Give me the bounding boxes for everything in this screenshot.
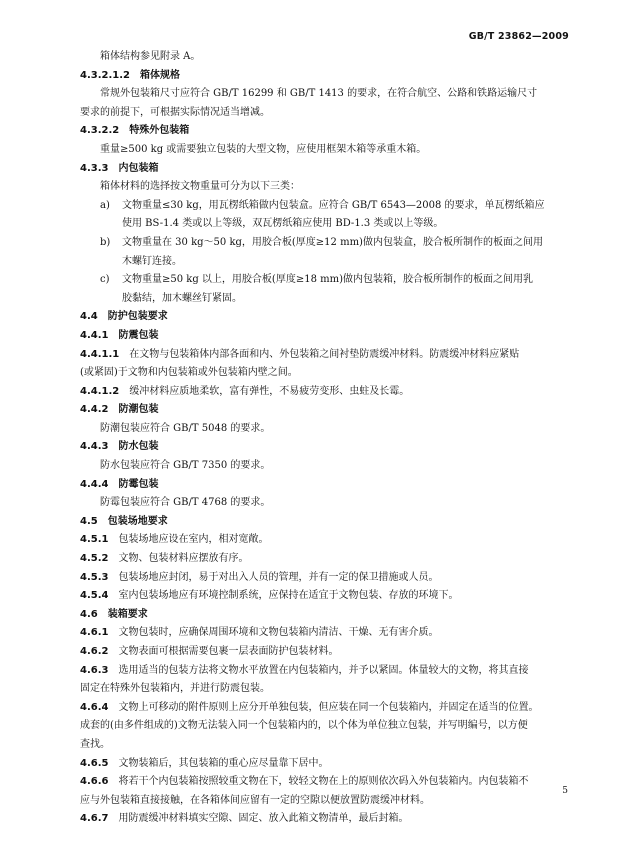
paragraph-continuation: 查找。 (80, 738, 110, 750)
paragraph-number: 4.5.3 (80, 571, 109, 583)
numbered-paragraph-4-6-1 (80, 624, 580, 643)
numbered-paragraph-4-6-6 (80, 773, 580, 792)
paragraph: 防潮包装应符合 GB/T 5048 的要求。 (100, 422, 271, 434)
section-title: 内包装箱 (118, 162, 159, 174)
paragraph: 箱体材料的选择按文物重量可分为以下三类： (100, 181, 300, 193)
paragraph-text: 选用适当的包装方法将文物水平放置在内包装箱内，并予以紧固。体量较大的文物，将其直接 (118, 664, 529, 676)
list-text: 文物重量在 30 kg～50 kg，用胶合板(厚度≥12 mm)做内包装盒，胶合板所制作的板面之间用 (122, 236, 543, 248)
list-item-b (80, 234, 580, 253)
list-item-c (80, 271, 580, 290)
paragraph: 防霉包装应符合 GB/T 4768 的要求。 (100, 497, 271, 509)
section-number: 4.3.3 (80, 162, 109, 174)
document-body (80, 48, 580, 829)
section-title: 装箱要求 (107, 608, 148, 620)
section-title: 防震包装 (118, 329, 159, 341)
paragraph-number: 4.4.1.2 (80, 385, 120, 397)
paragraph-continuation: 应与外包装箱直接接触，在各箱体间应留有一定的空隙以便放置防震缓冲材料。 (80, 794, 430, 806)
section-heading-4-4-2 (80, 401, 580, 420)
paragraph-text: 包装场地应设在室内，相对宽敞。 (118, 534, 269, 546)
paragraph-text: 将若干个内包装箱按照较重文物在下，较轻文物在上的原则依次码入外包装箱内。内包装箱不 (118, 776, 529, 788)
paragraph-number: 4.4.1.1 (80, 348, 120, 360)
numbered-paragraph-4-6-5 (80, 755, 580, 774)
paragraph-number: 4.5.2 (80, 553, 109, 565)
paragraph-text: 在文物与包装箱体内部各面和内、外包装箱之间衬垫防震缓冲材料。防震缓冲材料应紧贴 (129, 348, 520, 360)
paragraph-text: 用防震缓冲材料填实空隙、固定、放入此箱文物清单，最后封箱。 (118, 813, 409, 825)
paragraph-text: 文物装箱后，其包装箱的重心应尽量靠下居中。 (118, 757, 329, 769)
paragraph-number: 4.6.7 (80, 813, 109, 825)
section-number: 4.4 (80, 311, 98, 323)
paragraph: 箱体结构参见附录 A。 (100, 51, 201, 62)
paragraph-continuation: (或紧固)于文物和内包装箱或外包装箱内壁之间。 (80, 367, 298, 379)
section-heading-4-4-4 (80, 476, 580, 495)
paragraph-number: 4.6.5 (80, 757, 109, 769)
paragraph: 防水包装应符合 GB/T 7350 的要求。 (100, 460, 271, 472)
section-title: 防霉包装 (118, 478, 159, 490)
section-heading-4-3-2-2 (80, 122, 580, 141)
section-heading-4-6 (80, 606, 580, 625)
paragraph-number: 4.6.4 (80, 701, 109, 713)
paragraph-text: 缓冲材料应质地柔软，富有弹性，不易疲劳变形、虫蛀及长霉。 (129, 385, 410, 397)
numbered-paragraph-4-5-2 (80, 550, 580, 569)
section-number: 4.4.4 (80, 478, 109, 490)
paragraph-text: 文物包装时，应确保周围环境和文物包装箱内清洁、干燥、无有害介质。 (118, 627, 439, 639)
list-item-continuation: 木螺钉连接。 (122, 255, 182, 267)
paragraph-text: 包装场地应封闭，易于对出入人员的管理，并有一定的保卫措施或人员。 (118, 571, 439, 583)
section-heading-4-5 (80, 513, 580, 532)
section-heading-4-4-1 (80, 327, 580, 346)
list-item-continuation: 使用 BS-1.4 类或以上等级，双瓦楞纸箱应使用 BD-1.3 类或以上等级。 (122, 218, 444, 230)
section-heading-4-3-2-1-2 (80, 67, 580, 86)
section-title: 防水包装 (118, 441, 159, 453)
section-number: 4.3.2.2 (80, 125, 120, 137)
section-title: 箱体规格 (140, 69, 180, 81)
list-marker: c) (100, 274, 110, 286)
paragraph-number: 4.6.1 (80, 627, 109, 639)
list-marker: a) (100, 199, 110, 211)
numbered-paragraph-4-6-7 (80, 810, 580, 829)
numbered-paragraph-4-4-1-2 (80, 383, 580, 402)
paragraph-number: 4.6.6 (80, 776, 109, 788)
numbered-paragraph-4-6-3 (80, 662, 580, 681)
paragraph-continuation: 要求的前提下，可根据实际情况适当增减。 (80, 106, 270, 118)
paragraph-text: 文物表面可根据需要包裹一层表面防护包装材料。 (118, 646, 339, 657)
paragraph-number: 4.6.3 (80, 664, 109, 676)
paragraph: 重量≥500 kg 或需要独立包装的大型文物，应使用框架木箱等承重木箱。 (100, 143, 427, 155)
paragraph-number: 4.5.4 (80, 590, 109, 602)
section-heading-4-4 (80, 308, 580, 327)
paragraph-text: 室内包装场地应有环境控制系统，应保持在适宜于文物包装、存放的环境下。 (118, 590, 459, 602)
list-item-continuation: 胶黏结，加木螺丝钉紧固。 (122, 292, 242, 304)
standard-number: GB/T 23862—2009 (468, 31, 569, 42)
section-title: 防护包装要求 (107, 311, 168, 323)
section-number: 4.5 (80, 515, 98, 527)
section-heading-4-4-3 (80, 438, 580, 457)
section-number: 4.4.2 (80, 404, 109, 416)
section-number: 4.6 (80, 608, 98, 620)
section-title: 防潮包装 (118, 404, 159, 416)
list-marker: b) (100, 236, 111, 248)
numbered-paragraph-4-4-1-1 (80, 346, 580, 365)
paragraph-text: 文物、包装材料应摆放有序。 (118, 553, 249, 565)
paragraph-number: 4.6.2 (80, 646, 109, 657)
section-number: 4.3.2.1.2 (80, 69, 130, 81)
paragraph-text: 文物上可移动的附件原则上应分开单独包装，但应装在同一个包装箱内，并固定在适当的位置。 (118, 701, 539, 713)
numbered-paragraph-4-5-1 (80, 531, 580, 550)
section-heading-4-3-3 (80, 160, 580, 179)
list-text: 文物重量≤30 kg，用瓦楞纸箱做内包装盒。应符合 GB/T 6543—2008 的要求，单瓦楞纸箱应 (122, 199, 545, 211)
paragraph: 常规外包装箱尺寸应符合 GB/T 16299 和 GB/T 1413 的要求，在符合航空、公路和铁路运输尺寸 (100, 88, 538, 100)
list-text: 文物重量≥50 kg 以上，用胶合板(厚度≥18 mm)做内包装箱，胶合板所制作的板面之间用乳 (122, 274, 533, 286)
paragraph-continuation: 成套的(由多件组成的)文物无法装入同一个包装箱内的，以个体为单位独立包装，并写明编号，以方便 (80, 720, 528, 732)
paragraph-number: 4.5.1 (80, 534, 109, 546)
section-number: 4.4.1 (80, 329, 109, 341)
numbered-paragraph-4-5-3 (80, 569, 580, 588)
numbered-paragraph-4-6-4 (80, 699, 580, 718)
numbered-paragraph-4-6-2 (80, 643, 580, 662)
paragraph-continuation: 固定在特殊外包装箱内，并进行防震包装。 (80, 683, 270, 695)
section-number: 4.4.3 (80, 441, 109, 453)
section-title: 包装场地要求 (107, 515, 168, 527)
numbered-paragraph-4-5-4 (80, 587, 580, 606)
page-number: 5 (562, 786, 568, 796)
list-item-a (80, 197, 580, 216)
section-title: 特殊外包装箱 (129, 125, 190, 137)
